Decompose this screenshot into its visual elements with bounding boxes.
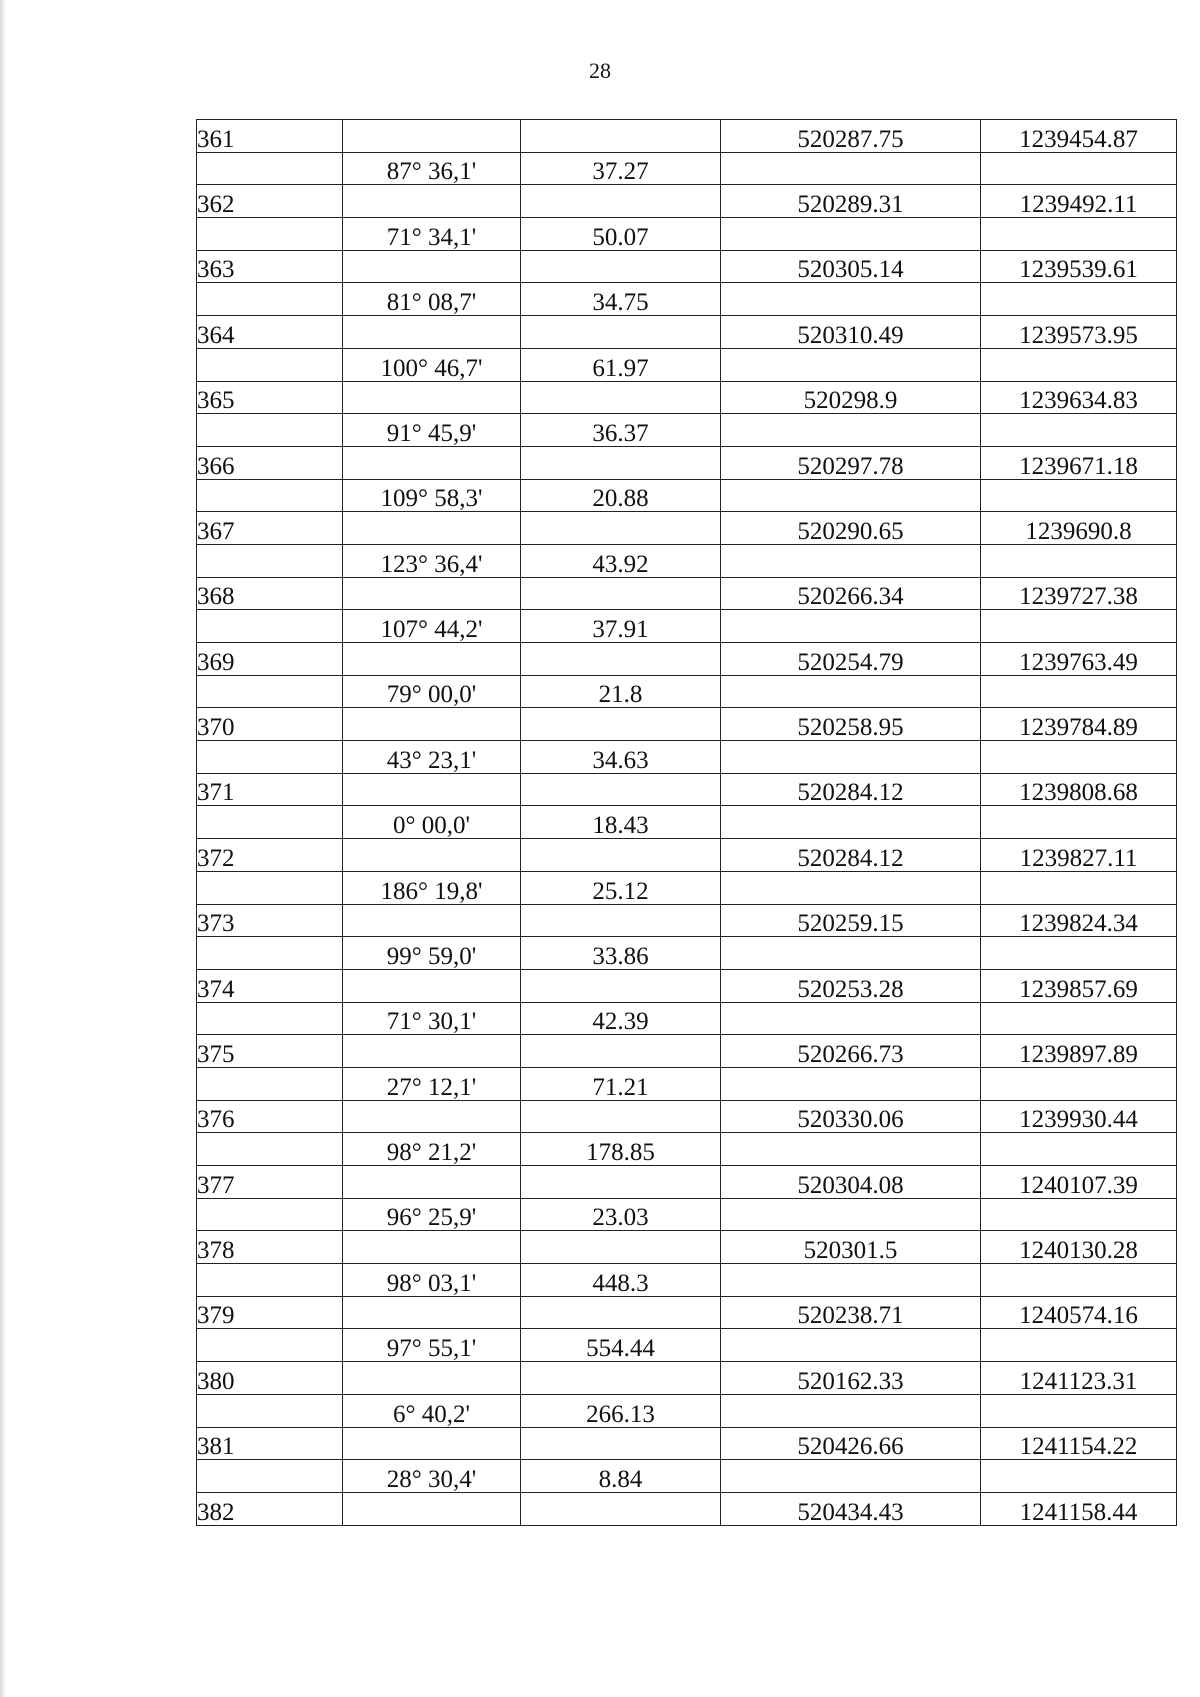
x-coordinate-cell: 520284.12 [721, 839, 981, 872]
distance-cell [521, 316, 721, 349]
table-row-segment [197, 544, 1177, 577]
direction-angle-cell [343, 381, 521, 414]
x-coordinate-cell: 520310.49 [721, 316, 981, 349]
direction-angle-cell: 107° 44,2' [343, 610, 521, 643]
x-coordinate-cell: 520330.06 [721, 1100, 981, 1133]
point-number-cell [197, 1329, 343, 1362]
y-coordinate-cell [981, 414, 1177, 447]
coordinates-table [196, 119, 1177, 1526]
distance-cell: 554.44 [521, 1329, 721, 1362]
y-coordinate-cell [981, 1264, 1177, 1297]
x-coordinate-cell [721, 414, 981, 447]
direction-angle-cell: 109° 58,3' [343, 479, 521, 512]
y-coordinate-cell: 1239827.11 [981, 839, 1177, 872]
point-number-cell [197, 152, 343, 185]
x-coordinate-cell: 520289.31 [721, 185, 981, 218]
point-number-cell: 364 [197, 316, 343, 349]
x-coordinate-cell [721, 1002, 981, 1035]
point-number-cell [197, 283, 343, 316]
direction-angle-cell: 27° 12,1' [343, 1067, 521, 1100]
y-coordinate-cell [981, 871, 1177, 904]
table-row-point [197, 904, 1177, 937]
table-row-point [197, 773, 1177, 806]
x-coordinate-cell [721, 741, 981, 774]
x-coordinate-cell: 520287.75 [721, 120, 981, 153]
y-coordinate-cell [981, 152, 1177, 185]
y-coordinate-cell: 1239824.34 [981, 904, 1177, 937]
point-number-cell [197, 1460, 343, 1493]
distance-cell [521, 708, 721, 741]
point-number-cell [197, 544, 343, 577]
distance-cell: 71.21 [521, 1067, 721, 1100]
distance-cell [521, 381, 721, 414]
x-coordinate-cell: 520266.34 [721, 577, 981, 610]
y-coordinate-cell: 1240130.28 [981, 1231, 1177, 1264]
point-number-cell [197, 806, 343, 839]
y-coordinate-cell: 1239454.87 [981, 120, 1177, 153]
point-number-cell [197, 218, 343, 251]
point-number-cell: 374 [197, 969, 343, 1002]
x-coordinate-cell [721, 1067, 981, 1100]
distance-cell [521, 250, 721, 283]
x-coordinate-cell [721, 937, 981, 970]
direction-angle-cell [343, 185, 521, 218]
y-coordinate-cell [981, 1002, 1177, 1035]
x-coordinate-cell: 520297.78 [721, 446, 981, 479]
distance-cell: 36.37 [521, 414, 721, 447]
table-row-segment [197, 1198, 1177, 1231]
x-coordinate-cell [721, 675, 981, 708]
y-coordinate-cell: 1239539.61 [981, 250, 1177, 283]
distance-cell [521, 773, 721, 806]
point-number-cell [197, 741, 343, 774]
table-row-segment [197, 610, 1177, 643]
direction-angle-cell [343, 1231, 521, 1264]
table-row-point [197, 1427, 1177, 1460]
y-coordinate-cell [981, 741, 1177, 774]
distance-cell: 20.88 [521, 479, 721, 512]
table-row-point [197, 185, 1177, 218]
x-coordinate-cell [721, 479, 981, 512]
direction-angle-cell: 28° 30,4' [343, 1460, 521, 1493]
y-coordinate-cell [981, 806, 1177, 839]
x-coordinate-cell [721, 1133, 981, 1166]
point-number-cell: 361 [197, 120, 343, 153]
table-row-point [197, 381, 1177, 414]
table-row-point [197, 708, 1177, 741]
point-number-cell: 373 [197, 904, 343, 937]
table-row-segment [197, 937, 1177, 970]
table-row-segment [197, 348, 1177, 381]
table-row-point [197, 1035, 1177, 1068]
point-number-cell [197, 871, 343, 904]
point-number-cell [197, 1198, 343, 1231]
direction-angle-cell [343, 773, 521, 806]
y-coordinate-cell: 1239727.38 [981, 577, 1177, 610]
point-number-cell: 370 [197, 708, 343, 741]
point-number-cell: 376 [197, 1100, 343, 1133]
table-row-segment [197, 414, 1177, 447]
table-row-segment [197, 1394, 1177, 1427]
table-row-point [197, 839, 1177, 872]
table-row-segment [197, 283, 1177, 316]
table-row-point [197, 316, 1177, 349]
x-coordinate-cell [721, 1460, 981, 1493]
point-number-cell [197, 348, 343, 381]
y-coordinate-cell [981, 1329, 1177, 1362]
direction-angle-cell: 100° 46,7' [343, 348, 521, 381]
y-coordinate-cell [981, 283, 1177, 316]
table-row-point [197, 1166, 1177, 1199]
direction-angle-cell [343, 643, 521, 676]
point-number-cell [197, 1394, 343, 1427]
distance-cell [521, 1296, 721, 1329]
y-coordinate-cell: 1239573.95 [981, 316, 1177, 349]
y-coordinate-cell: 1241123.31 [981, 1362, 1177, 1395]
y-coordinate-cell: 1239897.89 [981, 1035, 1177, 1068]
y-coordinate-cell: 1240107.39 [981, 1166, 1177, 1199]
direction-angle-cell: 96° 25,9' [343, 1198, 521, 1231]
y-coordinate-cell [981, 218, 1177, 251]
point-number-cell [197, 1264, 343, 1297]
point-number-cell: 381 [197, 1427, 343, 1460]
distance-cell [521, 1427, 721, 1460]
point-number-cell: 362 [197, 185, 343, 218]
table-row-point [197, 1100, 1177, 1133]
x-coordinate-cell: 520238.71 [721, 1296, 981, 1329]
y-coordinate-cell: 1240574.16 [981, 1296, 1177, 1329]
y-coordinate-cell: 1239634.83 [981, 381, 1177, 414]
x-coordinate-cell: 520259.15 [721, 904, 981, 937]
direction-angle-cell [343, 577, 521, 610]
direction-angle-cell: 99° 59,0' [343, 937, 521, 970]
point-number-cell [197, 479, 343, 512]
x-coordinate-cell: 520162.33 [721, 1362, 981, 1395]
point-number-cell: 371 [197, 773, 343, 806]
direction-angle-cell [343, 1492, 521, 1525]
point-number-cell: 380 [197, 1362, 343, 1395]
x-coordinate-cell [721, 348, 981, 381]
direction-angle-cell [343, 904, 521, 937]
direction-angle-cell [343, 446, 521, 479]
x-coordinate-cell: 520298.9 [721, 381, 981, 414]
y-coordinate-cell: 1239857.69 [981, 969, 1177, 1002]
y-coordinate-cell [981, 675, 1177, 708]
distance-cell: 42.39 [521, 1002, 721, 1035]
point-number-cell [197, 937, 343, 970]
y-coordinate-cell: 1239492.11 [981, 185, 1177, 218]
x-coordinate-cell: 520301.5 [721, 1231, 981, 1264]
table-row-point [197, 250, 1177, 283]
y-coordinate-cell: 1239763.49 [981, 643, 1177, 676]
direction-angle-cell [343, 1035, 521, 1068]
distance-cell: 266.13 [521, 1394, 721, 1427]
direction-angle-cell [343, 1427, 521, 1460]
point-number-cell: 372 [197, 839, 343, 872]
coordinates-table-body [197, 120, 1177, 1526]
distance-cell: 8.84 [521, 1460, 721, 1493]
direction-angle-cell [343, 1166, 521, 1199]
y-coordinate-cell: 1239930.44 [981, 1100, 1177, 1133]
distance-cell [521, 1035, 721, 1068]
x-coordinate-cell [721, 544, 981, 577]
table-row-segment [197, 806, 1177, 839]
point-number-cell: 366 [197, 446, 343, 479]
table-row-segment [197, 871, 1177, 904]
y-coordinate-cell [981, 1067, 1177, 1100]
y-coordinate-cell [981, 937, 1177, 970]
table-row-point [197, 1362, 1177, 1395]
distance-cell [521, 446, 721, 479]
distance-cell: 50.07 [521, 218, 721, 251]
point-number-cell: 369 [197, 643, 343, 676]
y-coordinate-cell: 1239784.89 [981, 708, 1177, 741]
direction-angle-cell: 81° 08,7' [343, 283, 521, 316]
table-row-segment [197, 675, 1177, 708]
table-row-segment [197, 1002, 1177, 1035]
x-coordinate-cell [721, 152, 981, 185]
table-row-segment [197, 1460, 1177, 1493]
distance-cell [521, 1100, 721, 1133]
y-coordinate-cell: 1241154.22 [981, 1427, 1177, 1460]
direction-angle-cell: 6° 40,2' [343, 1394, 521, 1427]
y-coordinate-cell [981, 1198, 1177, 1231]
point-number-cell: 368 [197, 577, 343, 610]
distance-cell: 37.91 [521, 610, 721, 643]
table-row-point [197, 446, 1177, 479]
point-number-cell: 377 [197, 1166, 343, 1199]
point-number-cell [197, 1002, 343, 1035]
table-row-point [197, 577, 1177, 610]
x-coordinate-cell [721, 610, 981, 643]
distance-cell [521, 1362, 721, 1395]
x-coordinate-cell [721, 806, 981, 839]
distance-cell: 34.63 [521, 741, 721, 774]
distance-cell [521, 643, 721, 676]
y-coordinate-cell: 1239671.18 [981, 446, 1177, 479]
distance-cell [521, 839, 721, 872]
distance-cell: 37.27 [521, 152, 721, 185]
table-row-segment [197, 1133, 1177, 1166]
x-coordinate-cell: 520284.12 [721, 773, 981, 806]
table-row-segment [197, 218, 1177, 251]
table-row-segment [197, 741, 1177, 774]
point-number-cell [197, 1133, 343, 1166]
distance-cell: 448.3 [521, 1264, 721, 1297]
scan-edge [0, 0, 6, 1697]
distance-cell [521, 512, 721, 545]
x-coordinate-cell: 520304.08 [721, 1166, 981, 1199]
x-coordinate-cell [721, 1264, 981, 1297]
direction-angle-cell [343, 1100, 521, 1133]
x-coordinate-cell: 520434.43 [721, 1492, 981, 1525]
y-coordinate-cell [981, 1133, 1177, 1166]
table-row-point [197, 512, 1177, 545]
direction-angle-cell: 71° 30,1' [343, 1002, 521, 1035]
point-number-cell [197, 414, 343, 447]
direction-angle-cell [343, 1362, 521, 1395]
direction-angle-cell: 97° 55,1' [343, 1329, 521, 1362]
table-row-segment [197, 1329, 1177, 1362]
x-coordinate-cell [721, 218, 981, 251]
distance-cell [521, 577, 721, 610]
distance-cell: 23.03 [521, 1198, 721, 1231]
point-number-cell: 378 [197, 1231, 343, 1264]
table-row-segment [197, 152, 1177, 185]
table-row-point [197, 1231, 1177, 1264]
distance-cell: 61.97 [521, 348, 721, 381]
direction-angle-cell: 43° 23,1' [343, 741, 521, 774]
point-number-cell: 375 [197, 1035, 343, 1068]
distance-cell: 25.12 [521, 871, 721, 904]
x-coordinate-cell [721, 1394, 981, 1427]
y-coordinate-cell: 1239808.68 [981, 773, 1177, 806]
x-coordinate-cell [721, 283, 981, 316]
direction-angle-cell: 186° 19,8' [343, 871, 521, 904]
distance-cell: 43.92 [521, 544, 721, 577]
table-row-point [197, 969, 1177, 1002]
y-coordinate-cell [981, 479, 1177, 512]
point-number-cell [197, 1067, 343, 1100]
table-row-point [197, 120, 1177, 153]
y-coordinate-cell [981, 348, 1177, 381]
table-row-point [197, 1296, 1177, 1329]
direction-angle-cell: 91° 45,9' [343, 414, 521, 447]
distance-cell: 18.43 [521, 806, 721, 839]
point-number-cell: 379 [197, 1296, 343, 1329]
distance-cell: 33.86 [521, 937, 721, 970]
x-coordinate-cell [721, 871, 981, 904]
y-coordinate-cell [981, 1460, 1177, 1493]
direction-angle-cell [343, 969, 521, 1002]
direction-angle-cell [343, 708, 521, 741]
distance-cell: 178.85 [521, 1133, 721, 1166]
direction-angle-cell: 98° 21,2' [343, 1133, 521, 1166]
direction-angle-cell: 98° 03,1' [343, 1264, 521, 1297]
distance-cell [521, 904, 721, 937]
point-number-cell [197, 610, 343, 643]
direction-angle-cell: 71° 34,1' [343, 218, 521, 251]
direction-angle-cell: 87° 36,1' [343, 152, 521, 185]
distance-cell [521, 969, 721, 1002]
direction-angle-cell [343, 316, 521, 349]
distance-cell [521, 120, 721, 153]
point-number-cell: 363 [197, 250, 343, 283]
x-coordinate-cell: 520258.95 [721, 708, 981, 741]
distance-cell: 21.8 [521, 675, 721, 708]
y-coordinate-cell [981, 610, 1177, 643]
direction-angle-cell: 79° 00,0' [343, 675, 521, 708]
x-coordinate-cell [721, 1329, 981, 1362]
table-row-segment [197, 479, 1177, 512]
x-coordinate-cell: 520266.73 [721, 1035, 981, 1068]
page-number: 28 [589, 58, 611, 83]
direction-angle-cell: 123° 36,4' [343, 544, 521, 577]
y-coordinate-cell: 1239690.8 [981, 512, 1177, 545]
y-coordinate-cell [981, 1394, 1177, 1427]
x-coordinate-cell: 520254.79 [721, 643, 981, 676]
direction-angle-cell [343, 1296, 521, 1329]
point-number-cell: 382 [197, 1492, 343, 1525]
distance-cell: 34.75 [521, 283, 721, 316]
distance-cell [521, 1231, 721, 1264]
direction-angle-cell [343, 512, 521, 545]
x-coordinate-cell [721, 1198, 981, 1231]
y-coordinate-cell [981, 544, 1177, 577]
distance-cell [521, 185, 721, 218]
x-coordinate-cell: 520253.28 [721, 969, 981, 1002]
direction-angle-cell: 0° 00,0' [343, 806, 521, 839]
table-row-point [197, 1492, 1177, 1525]
point-number-cell [197, 675, 343, 708]
direction-angle-cell [343, 250, 521, 283]
direction-angle-cell [343, 120, 521, 153]
distance-cell [521, 1492, 721, 1525]
table-row-point [197, 643, 1177, 676]
x-coordinate-cell: 520305.14 [721, 250, 981, 283]
point-number-cell: 365 [197, 381, 343, 414]
y-coordinate-cell: 1241158.44 [981, 1492, 1177, 1525]
distance-cell [521, 1166, 721, 1199]
x-coordinate-cell: 520290.65 [721, 512, 981, 545]
direction-angle-cell [343, 839, 521, 872]
table-row-segment [197, 1067, 1177, 1100]
point-number-cell: 367 [197, 512, 343, 545]
table-row-segment [197, 1264, 1177, 1297]
x-coordinate-cell: 520426.66 [721, 1427, 981, 1460]
